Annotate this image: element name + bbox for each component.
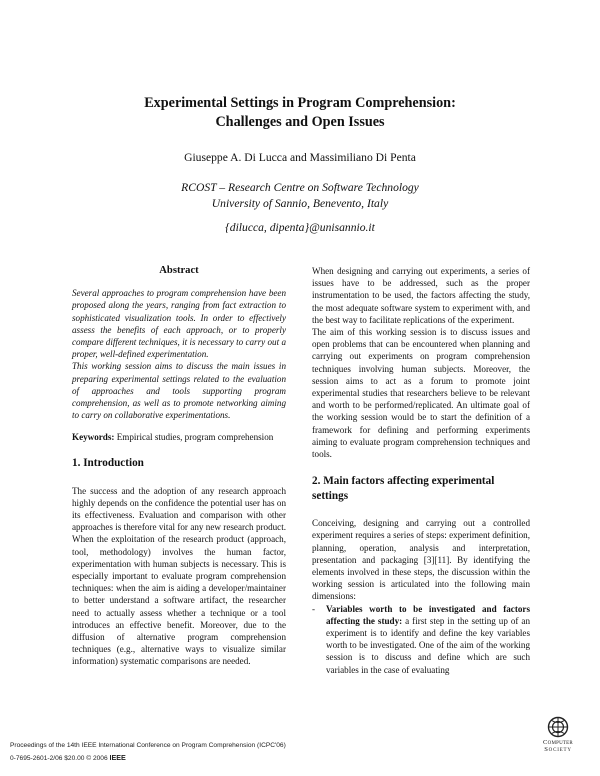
logo-line-1: Computer xyxy=(543,739,573,746)
abstract-heading: Abstract xyxy=(159,265,199,276)
keywords-text: Empirical studies, program comprehension xyxy=(116,432,274,443)
section-1-heading: 1. Introduction xyxy=(72,456,144,469)
bullet-body: a first step in the setting up of an experiment is to identify and define the key variables worth to be investigated. One of the aim of the working session is to discuss and define which are such variables in the case of evaluating xyxy=(326,615,530,675)
left-column xyxy=(72,265,286,668)
section-1-paragraph-3: The aim of this working session is to discuss issues and open problems that can be encountered when planning and carrying out experiments on program comprehension techniques involving human subjects. Moreover, the session aims to act as a forum to promote joint experimental studies that researchers believe to be relevant and worth to be performed/replicated. An ultimate goal of the working session would be to start the definition of a framework for defining and performing experiments aiming to evaluate program comprehension techniques and tools. xyxy=(312,327,530,460)
title-line-2: Challenges and Open Issues xyxy=(215,114,385,130)
right-column xyxy=(312,265,530,676)
logo-line-2: Society xyxy=(544,746,572,753)
section-1-paragraph-2: When designing and carrying out experiments, a series of issues have to be addressed, such as the proper instrumentation to be used, the factors affecting the study, the most adequate software system to experiment with, and the best way to facilitate replications of the experiment. xyxy=(312,266,530,325)
footer-isbn xyxy=(10,753,126,762)
author-email: {dilucca, dipenta}@unisannio.it xyxy=(225,221,375,234)
authors: Giuseppe A. Di Lucca and Massimiliano Di Penta xyxy=(184,151,416,164)
footer-proceedings: Proceedings of the 14th IEEE International Conference on Program Comprehension (ICPC'06) xyxy=(10,742,286,749)
computer-society-icon xyxy=(545,716,571,738)
bullet-text xyxy=(326,603,530,676)
section-2-heading: 2. Main factors affecting experimental settings xyxy=(312,475,495,503)
affiliation-line-2: University of Sannio, Benevento, Italy xyxy=(211,197,389,210)
bullet-dash: - xyxy=(312,603,316,614)
abstract-paragraph-1: Several approaches to program comprehension have been proposed along the years, ranging from fact extraction to sophisticated visualization tools. In order to effectively assess the benefits of each approach, or to properly compare different techniques, it is necessary to carry out a proper, well-defined experimentation. xyxy=(72,288,286,360)
footer-isbn-text: 0-7695-2601-2/06 $20.00 © 2006 xyxy=(10,755,110,762)
footer-ieee: IEEE xyxy=(109,753,126,762)
affiliation-line-1: RCOST – Research Centre on Software Technology xyxy=(181,181,419,194)
title-line-1: Experimental Settings in Program Comprehension: xyxy=(144,95,456,111)
section-2-paragraph-1: Conceiving, designing and carrying out a controlled experiment requires a series of steps: experiment definition, planning, operation, analysis and interpretation, presentation and packaging [3][11]. By identifying the elements involved in these steps, the discussion within the working session is articulated into the following main dimensions: xyxy=(312,518,530,602)
section-1-paragraph-1: The success and the adoption of any research approach highly depends on the confidence the potential user has on its effectiveness. Evaluation and comparison with other approaches is therefore vital for any new research product. When the exploitation of the research product (approach, tool, methodology) involves the human factor, experimentation with human subjects is necessary. This is especially important to evaluate program comprehension techniques: when the aim is aiding a developer/maintainer to better understand a software artifact, the researcher need to actually assess whether a technique or a tool introduces an effective benefit. Moreover, due to the diffusion of alternative program comprehension techniques (e.g., alternative ways to visualize similar information) systematic comparisons are needed. xyxy=(72,485,286,667)
bullet-title: Variables worth to be investigated and factors affecting the study: xyxy=(326,603,530,626)
computer-society-logo xyxy=(528,716,588,753)
keywords xyxy=(72,431,286,443)
paper-title xyxy=(0,94,600,132)
keywords-label: Keywords: xyxy=(72,432,115,443)
abstract-paragraph-2: This working session aims to discuss the main issues in preparing experimental settings related to the evaluation of approaches and tools supporting program comprehension, as well as to promote networking aiming to carry on collaborative experimentations. xyxy=(72,361,286,421)
bullet-item xyxy=(312,603,530,676)
affiliation xyxy=(0,180,600,212)
